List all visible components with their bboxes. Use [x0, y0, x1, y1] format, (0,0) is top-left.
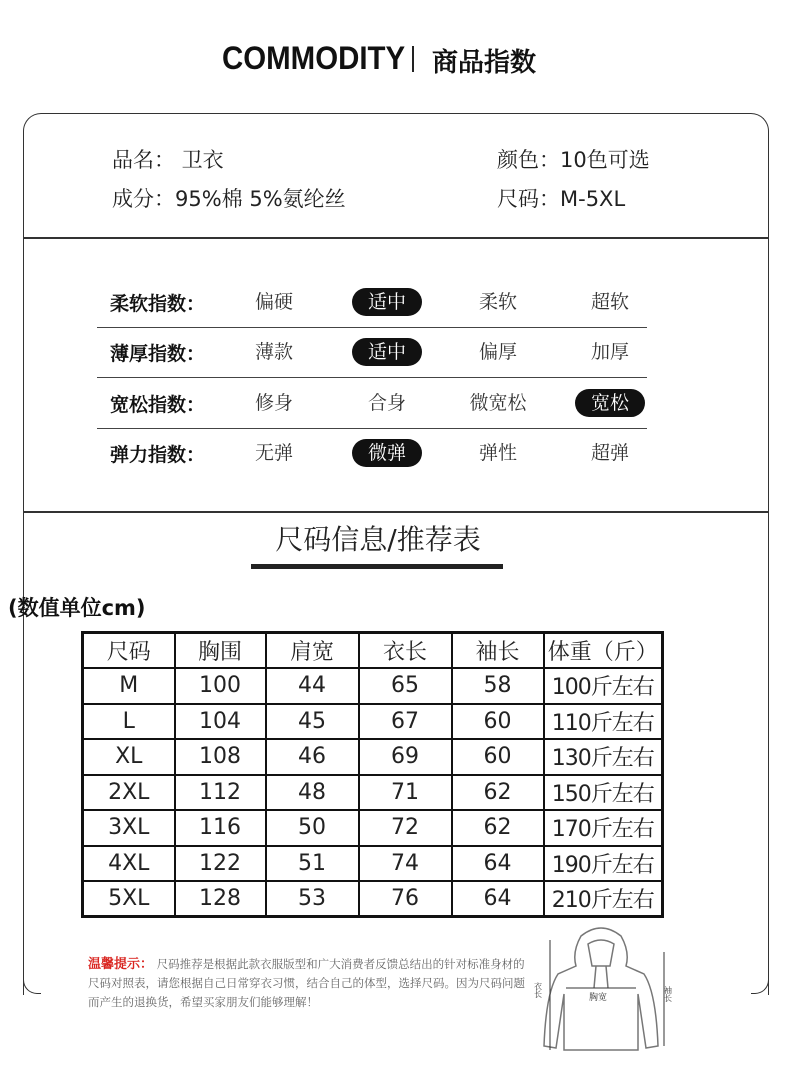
table-cell: 5XL — [83, 881, 175, 917]
index-label: 柔软指数： — [110, 293, 206, 315]
table-cell: 60 — [452, 704, 544, 740]
card-corner-left — [23, 960, 41, 994]
header-title-cn: 商品指数 — [432, 48, 537, 78]
index-option-selected: 宽松 — [575, 389, 645, 417]
table-cell: 122 — [175, 846, 266, 882]
product-size: 尺码：M-5XL — [497, 187, 626, 211]
index-separator — [97, 327, 647, 328]
table-cell: 71 — [359, 775, 452, 811]
table-row — [83, 668, 663, 704]
table-cell: 128 — [175, 881, 266, 917]
size-table-header-cell: 胸围 — [175, 633, 266, 669]
index-option-selected: 微弹 — [352, 439, 422, 467]
product-material: 成分：95%棉 5%氨纶丝 — [112, 187, 346, 211]
diagram-chest-label: 胸宽 — [589, 993, 608, 1003]
table-cell: 108 — [175, 739, 266, 775]
index-separator — [97, 428, 647, 429]
table-cell: M — [83, 668, 175, 704]
index-option: 无弹 — [254, 442, 293, 464]
index-row — [97, 329, 647, 379]
size-table-header-cell: 尺码 — [83, 633, 175, 669]
index-option: 偏硬 — [254, 291, 293, 313]
table-cell: 100 — [175, 668, 266, 704]
table-cell: 104 — [175, 704, 266, 740]
size-table-header-cell: 肩宽 — [266, 633, 359, 669]
index-label: 宽松指数： — [110, 394, 206, 416]
index-option: 弹性 — [478, 442, 517, 464]
index-option: 超弹 — [590, 442, 629, 464]
table-cell: XL — [83, 739, 175, 775]
table-cell: 45 — [266, 704, 359, 740]
tip-heading: 温馨提示： — [88, 957, 154, 972]
table-cell: 170斤左右 — [544, 810, 663, 846]
table-row — [83, 704, 663, 740]
index-option: 超软 — [590, 291, 629, 313]
diagram-sleeve-label: 袖长 — [663, 986, 673, 1002]
size-table-header-cell: 衣长 — [359, 633, 452, 669]
table-cell: 58 — [452, 668, 544, 704]
table-cell: 116 — [175, 810, 266, 846]
product-color: 颜色：10色可选 — [497, 148, 650, 172]
hoodie-diagram — [526, 922, 676, 1058]
table-cell: 100斤左右 — [544, 668, 663, 704]
card-divider-top — [23, 237, 769, 239]
index-option: 偏厚 — [478, 341, 517, 363]
header-title-en: COMMODITY — [222, 40, 406, 76]
table-cell: 48 — [266, 775, 359, 811]
size-section-underline — [251, 564, 503, 569]
table-cell: 44 — [266, 668, 359, 704]
table-row — [83, 846, 663, 882]
tip-note — [88, 955, 528, 1012]
index-option-selected: 适中 — [352, 338, 422, 366]
size-table-header-cell: 袖长 — [452, 633, 544, 669]
table-cell: 64 — [452, 846, 544, 882]
table-cell: 46 — [266, 739, 359, 775]
index-option: 柔软 — [478, 291, 517, 313]
index-option: 合身 — [367, 392, 406, 414]
card-divider-middle — [23, 511, 769, 513]
index-option: 加厚 — [590, 341, 629, 363]
table-cell: 150斤左右 — [544, 775, 663, 811]
index-option: 薄款 — [254, 341, 293, 363]
tip-text: 尺码推荐是根据此款衣服版型和广大消费者反馈总结出的针对标准身材的尺码对照表，请您根据自己日常穿衣习惯，结合自己的体型，选择尺码。因为尺码问题而产生的退换货，希望买家朋友们能够理解！ — [88, 957, 525, 1009]
table-cell: 53 — [266, 881, 359, 917]
table-row — [83, 881, 663, 917]
index-label: 弹力指数： — [110, 444, 206, 466]
unit-note: (数值单位cm) — [8, 596, 146, 620]
table-cell: 130斤左右 — [544, 739, 663, 775]
index-row — [97, 279, 647, 329]
index-label: 薄厚指数： — [110, 343, 206, 365]
table-cell: 62 — [452, 775, 544, 811]
page-header — [0, 38, 790, 84]
size-table-header — [83, 633, 663, 669]
table-cell: L — [83, 704, 175, 740]
table-cell: 4XL — [83, 846, 175, 882]
table-row — [83, 775, 663, 811]
index-row — [97, 380, 647, 430]
table-cell: 76 — [359, 881, 452, 917]
table-cell: 72 — [359, 810, 452, 846]
product-name: 品名： 卫衣 — [112, 148, 224, 172]
table-row — [83, 810, 663, 846]
index-row — [97, 430, 647, 480]
table-cell: 74 — [359, 846, 452, 882]
table-cell: 112 — [175, 775, 266, 811]
table-cell: 62 — [452, 810, 544, 846]
table-cell: 110斤左右 — [544, 704, 663, 740]
table-cell: 65 — [359, 668, 452, 704]
table-cell: 64 — [452, 881, 544, 917]
table-cell: 190斤左右 — [544, 846, 663, 882]
table-row — [83, 739, 663, 775]
table-cell: 60 — [452, 739, 544, 775]
table-cell: 2XL — [83, 775, 175, 811]
table-cell: 50 — [266, 810, 359, 846]
index-option: 修身 — [254, 392, 293, 414]
size-section-title: 尺码信息/推荐表 — [275, 523, 481, 556]
table-cell: 67 — [359, 704, 452, 740]
diagram-length-label: 衣长 — [533, 982, 543, 998]
header-divider — [412, 46, 414, 72]
table-cell: 210斤左右 — [544, 881, 663, 917]
table-cell: 3XL — [83, 810, 175, 846]
size-table — [81, 631, 664, 918]
size-table-header-cell: 体重（斤） — [544, 633, 663, 669]
index-option-selected: 适中 — [352, 288, 422, 316]
index-separator — [97, 377, 647, 378]
table-cell: 69 — [359, 739, 452, 775]
index-option: 微宽松 — [469, 392, 527, 414]
table-cell: 51 — [266, 846, 359, 882]
